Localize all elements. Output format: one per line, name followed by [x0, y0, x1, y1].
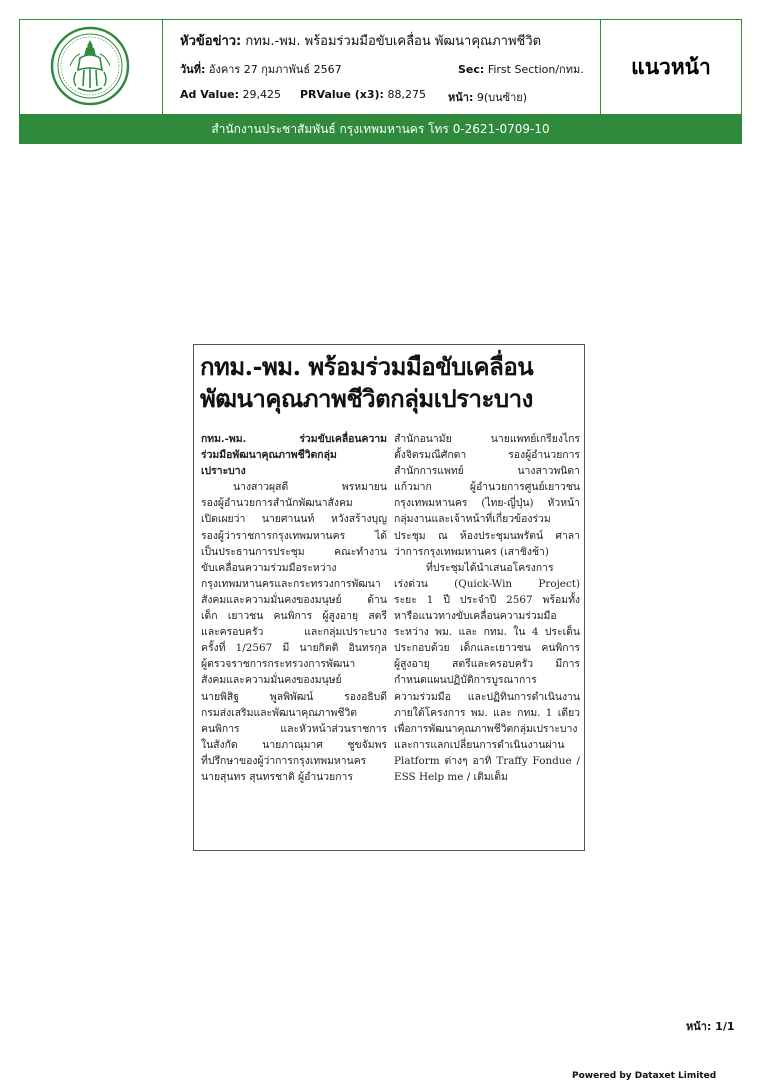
article-line: ว่าการกรุงเทพมหานคร (เสาชิงช้า) [394, 545, 549, 558]
date-label: วันที่: [180, 63, 206, 76]
title-line: พัฒนาคุณภาพชีวิตกลุ่มเปราะบาง [200, 384, 533, 413]
page-value: 9(บนซ้าย) [476, 91, 528, 104]
publication-name: แนวหน้า [631, 54, 711, 79]
headline-row [180, 30, 541, 51]
powered-by: Powered by Dataxet Limited [572, 1071, 717, 1081]
date-value: อังคาร 27 กุมภาพันธ์ 2567 [208, 63, 342, 76]
article-line: และการแลกเปลี่ยนการดำเนินงานผ่าน [394, 738, 565, 751]
article-line: ตั้งจิตรมณีศักดา รองผู้อำนวยการ [394, 449, 580, 462]
article-line: กทม.-พม. ร่วมขับเคลื่อนความ [201, 433, 387, 445]
clipping-header [19, 19, 742, 115]
article-line: ที่ปรึกษาของผู้ว่าการกรุงเทพมหานคร [201, 754, 367, 767]
article-line: ความร่วมมือ และปฏิทินการดำเนินงาน [394, 690, 580, 703]
title-line: กทม.-พม. พร้อมร่วมมือขับเคลื่อน [200, 352, 534, 381]
article-line: กรุงเทพมหานครและกระทรวงการพัฒนา [201, 577, 381, 590]
article-line: ผู้สูงอายุ สตรีและครอบครัว มีการ [394, 658, 580, 671]
article-line: คนพิการ และหัวหน้าส่วนราชการ [201, 722, 387, 735]
sec-label: Sec: [458, 63, 485, 76]
article-line: ประชุม ณ ห้องประชุมนพรัตน์ ศาลา [394, 529, 580, 542]
clipping-info [162, 20, 601, 114]
pr-value: 88,275 [387, 88, 426, 101]
article-line: นางสาวผุสดี พรหมายน [233, 481, 387, 494]
news-clipping [193, 344, 585, 851]
clipping-title [200, 351, 580, 415]
ad-label: Ad Value: [180, 88, 240, 101]
article-line: เปิดเผยว่า นายศานนท์ หวังสร้างบุญ [201, 513, 387, 526]
article-line: ผู้ตรวจราชการกระทรวงการพัฒนา [201, 658, 356, 671]
column-right [394, 431, 580, 785]
date-row [180, 60, 342, 78]
section-row [458, 60, 584, 78]
article-line: Platform ต่างๆ อาทิ Traffy Fondue / [394, 754, 580, 767]
article-line: กำหนดแผนปฏิบัติการบูรณาการ [394, 674, 537, 687]
agency-bar [19, 115, 742, 144]
article-line: เด็ก เยาวชน คนพิการ ผู้สูงอายุ สตรี [201, 610, 387, 623]
article-line: สังคมและความมั่นคงของมนุษย์ [201, 674, 342, 687]
article-line: แก้วมาก ผู้อำนวยการศูนย์เยาวชน [394, 481, 580, 494]
article-line: ESS Help me / เติมเต็ม [394, 770, 508, 783]
article-line: ในสังกัด นายภาณุมาศ ชูขจัมพร [201, 738, 387, 751]
column-left [201, 431, 387, 785]
article-line: นายสุนทร สุนทรชาติ ผู้อำนวยการ [201, 770, 353, 783]
article-line: ร่วมมือพัฒนาคุณภาพชีวิตกลุ่ม [201, 449, 337, 462]
article-line: ภายใต้โครงการ พม. และ กทม. 1 เดียว [394, 706, 580, 719]
sec-value: First Section/กทม. [487, 63, 584, 76]
bangkok-seal-logo [50, 26, 130, 106]
article-line: ขับเคลื่อนความร่วมมือระหว่าง [201, 561, 337, 574]
article-line: ครั้งที่ 1/2567 มี นายกิตติ อินทรกุล [201, 642, 387, 655]
article-line: รองผู้ว่าราชการกรุงเทพมหานคร ได้ [201, 529, 387, 542]
pr-label: PRValue (x3): [300, 88, 384, 101]
pr-value-row [300, 88, 426, 101]
agency-text: สำนักงานประชาสัมพันธ์ กรุงเทพมหานคร โทร 0-2621-0709-10 [211, 122, 550, 136]
headline-label: หัวข้อข่าว: [180, 34, 242, 49]
article-line: และครอบครัว และกลุ่มเปราะบาง [201, 626, 387, 639]
article-line: กลุ่มงานและเจ้าหน้าที่เกี่ยวข้องร่วม [394, 513, 551, 526]
article-line: ระหว่าง พม. และ กทม. ใน 4 ประเด็น [394, 626, 580, 639]
article-line: รองผู้อำนวยการสำนักพัฒนาสังคม [201, 497, 353, 510]
article-line: กรุงเทพมหานคร (ไทย-ญี่ปุ่น) หัวหน้า [394, 497, 580, 510]
article-line: สำนักการแพทย์ นางสาวพนิดา [394, 465, 580, 478]
article-line: นายพิสิฐ พูลพิพัฒน์ รองอธิบดี [201, 690, 387, 703]
article-line: เป็นประธานการประชุม คณะทำงาน [201, 545, 387, 558]
article-line: สำนักอนามัย นายแพทย์เกรียงไกร [394, 433, 580, 445]
article-line: เร่งด่วน (Quick-Win Project) [394, 577, 580, 590]
article-line: หารือแนวทางขับเคลื่อนความร่วมมือ [394, 610, 557, 623]
article-line: กรมส่งเสริมและพัฒนาคุณภาพชีวิต [201, 706, 358, 719]
article-line: สังคมและความมั่นคงของมนุษย์ ด้าน [201, 593, 387, 606]
page-row [448, 88, 527, 106]
article-line: ที่ประชุมได้นำเสนอโครงการ [426, 561, 554, 574]
logo-box [20, 20, 163, 114]
ad-value: 29,425 [242, 88, 282, 101]
page-number: หน้า: 1/1 [686, 1020, 735, 1033]
ad-value-row [180, 88, 281, 101]
article-line: เพื่อการพัฒนาคุณภาพชีวิตกลุ่มเปราะบาง [394, 722, 578, 735]
page-label: หน้า: [448, 91, 474, 104]
article-line: เปราะบาง [201, 465, 246, 478]
article-line: ประกอบด้วย เด็กและเยาวชน คนพิการ [394, 642, 580, 655]
article-line: ระยะ 1 ปี ประจำปี 2567 พร้อมทั้ง [394, 593, 580, 606]
headline-text: กทม.-พม. พร้อมร่วมมือขับเคลื่อน พัฒนาคุณภาพชีวิต [245, 34, 542, 49]
